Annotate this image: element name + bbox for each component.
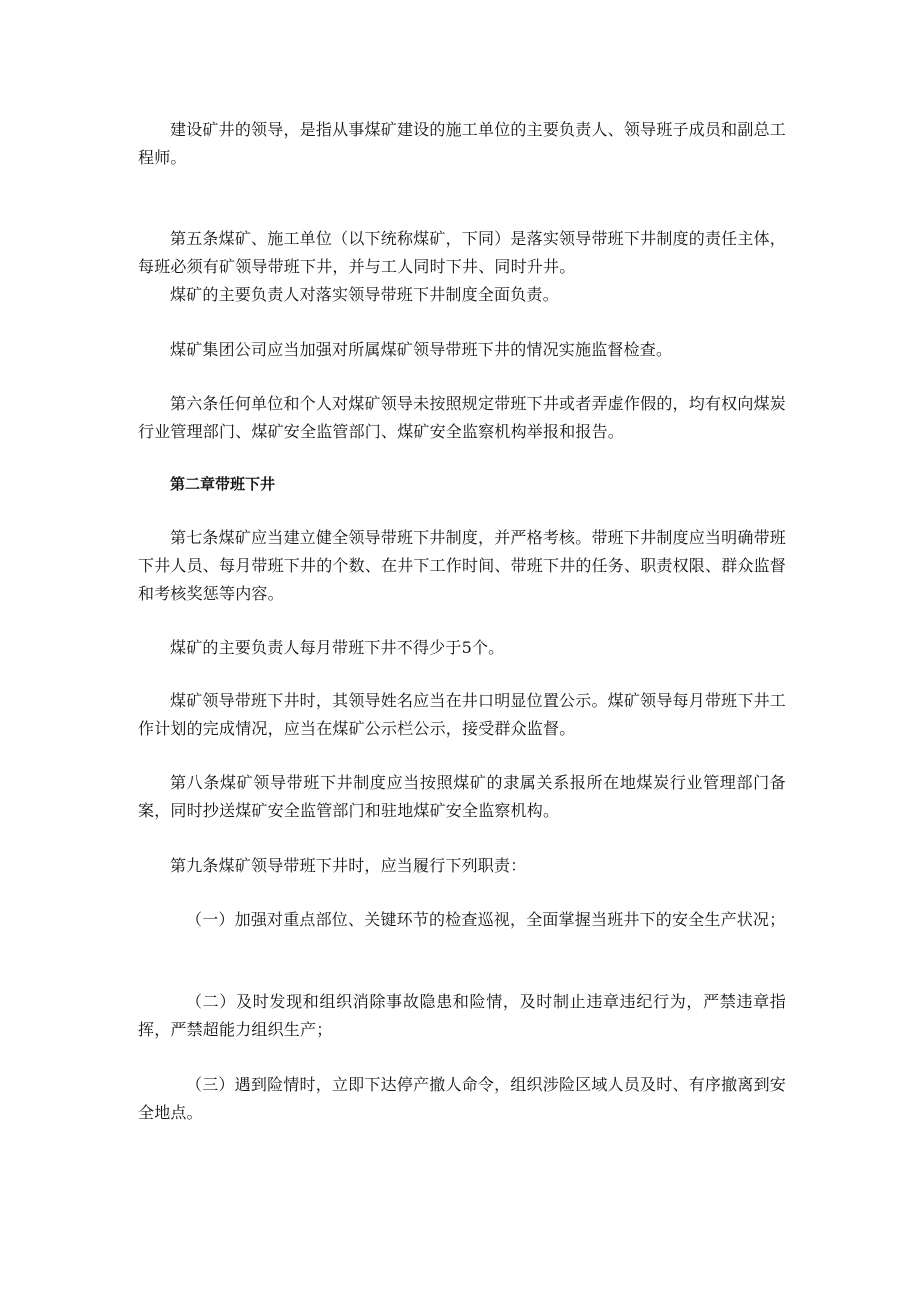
list-item-duty-2: （二）及时发现和组织消除事故隐患和险情，及时制止违章违纪行为，严禁违章指挥，严禁超能力组织生产； [138, 992, 786, 1039]
paragraph-article-6: 第六条任何单位和个人对煤矿领导未按照规定带班下井或者弄虚作假的，均有权向煤炭行业管理部门、煤矿安全监管部门、煤矿安全监察机构举报和报告。 [138, 394, 786, 441]
paragraph-monthly-minimum: 煤矿的主要负责人每月带班下井不得少于5个。 [170, 638, 505, 657]
paragraph-public-notice: 煤矿领导带班下井时，其领导姓名应当在井口明显位置公示。煤矿领导每月带班下井工作计划的完成情况，应当在煤矿公示栏公示，接受群众监督。 [138, 691, 786, 738]
list-item-duty-1: （一）加强对重点部位、关键环节的检查巡视，全面掌握当班井下的安全生产状况； [186, 910, 786, 929]
paragraph-article-7: 第七条煤矿应当建立健全领导带班下井制度，并严格考核。带班下井制度应当明确带班下井人员、每月带班下井的个数、在井下工作时间、带班下井的任务、职责权限、群众监督和考核奖惩等内容。 [138, 528, 787, 603]
list-item-duty-3: （三）遇到险情时，立即下达停产撤人命令，组织涉险区域人员及时、有序撤离到安全地点。 [138, 1075, 786, 1122]
paragraph-article-9: 第九条煤矿领导带班下井时，应当履行下列职责： [170, 856, 527, 875]
paragraph-article-8: 第八条煤矿领导带班下井制度应当按照煤矿的隶属关系报所在地煤炭行业管理部门备案，同时抄送煤矿安全监管部门和驻地煤矿安全监察机构。 [138, 773, 786, 820]
paragraph-article-5: 第五条煤矿、施工单位（以下统称煤矿，下同）是落实领导带班下井制度的责任主体，每班必须有矿领导带班下井，并与工人同时下井、同时升井。 [138, 229, 786, 276]
paragraph-leadership-definition: 建设矿井的领导，是指从事煤矿建设的施工单位的主要负责人、领导班子成员和副总工程师。 [138, 120, 786, 167]
paragraph-main-responsible: 煤矿的主要负责人对落实领导带班下井制度全面负责。 [170, 285, 559, 304]
paragraph-group-supervision: 煤矿集团公司应当加强对所属煤矿领导带班下井的情况实施监督检查。 [170, 340, 673, 359]
chapter-heading: 第二章带班下井 [170, 475, 276, 493]
